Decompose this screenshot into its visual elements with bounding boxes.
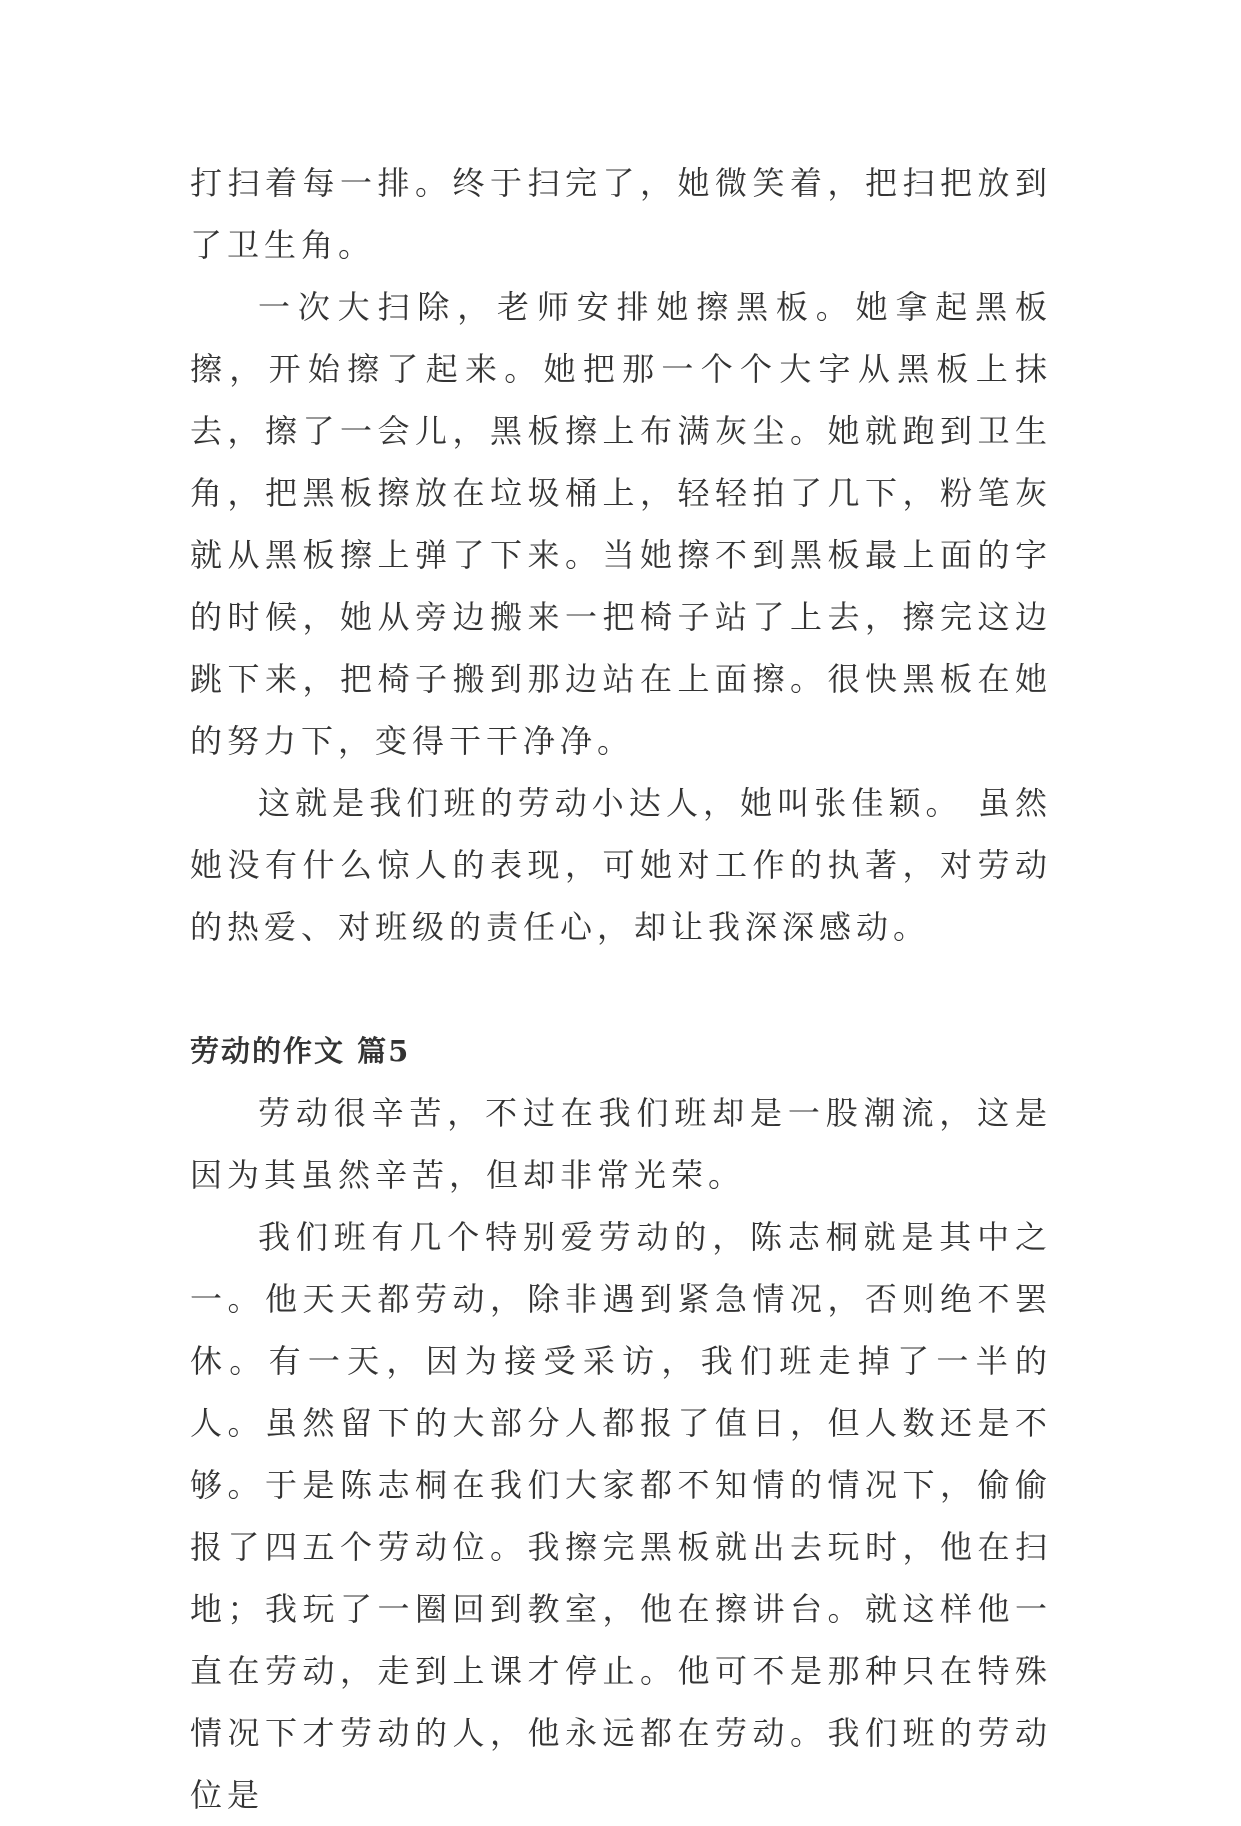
paragraph-conclusion: 这就是我们班的劳动小达人，她叫张佳颖。 虽然她没有什么惊人的表现，可她对工作的执著，对劳动的热爱、对班级的责任心，却让我深深感动。 <box>190 784 1052 946</box>
paragraph-chen-zhitong: 我们班有几个特别爱劳动的，陈志桐就是其中之一。他天天都劳动，除非遇到紧急情况，否则绝不罢休。有一天，因为接受采访，我们班走掉了一半的人。虽然留下的大部分人都报了值日，但人数还是不够。于是陈志桐在我们大家都不知情的情况下，偷偷报了四五个劳动位。我擦完黑板就出去玩时，他在扫地；我玩了一圈回到教室，他在擦讲台。就这样他一直在劳动，走到上课才停止。他可不是那种只在特殊情况下才劳动的人，他永远都在劳动。我们班的劳动位是 <box>190 1218 1052 1814</box>
section-heading: 劳动的作文 篇5 <box>190 1034 411 1068</box>
paragraph-blackboard: 一次大扫除，老师安排她擦黑板。她拿起黑板擦，开始擦了起来。她把那一个个大字从黑板上抹去，擦了一会儿，黑板擦上布满灰尘。她就跑到卫生角，把黑板擦放在垃圾桶上，轻轻拍了几下，粉笔灰就从黑板擦上弹了下来。当她擦不到黑板最上面的字的时候，她从旁边搬来一把椅子站了上去，擦完这边跳下来，把椅子搬到那边站在上面擦。很快黑板在她的努力下，变得干干净净。 <box>190 288 1052 760</box>
paragraph-continued: 打扫着每一排。终于扫完了，她微笑着，把扫把放到了卫生角。 <box>190 164 1052 264</box>
document-body <box>190 152 1052 1826</box>
paragraph-intro: 劳动很辛苦，不过在我们班却是一股潮流，这是因为其虽然辛苦，但却非常光荣。 <box>190 1094 1052 1194</box>
